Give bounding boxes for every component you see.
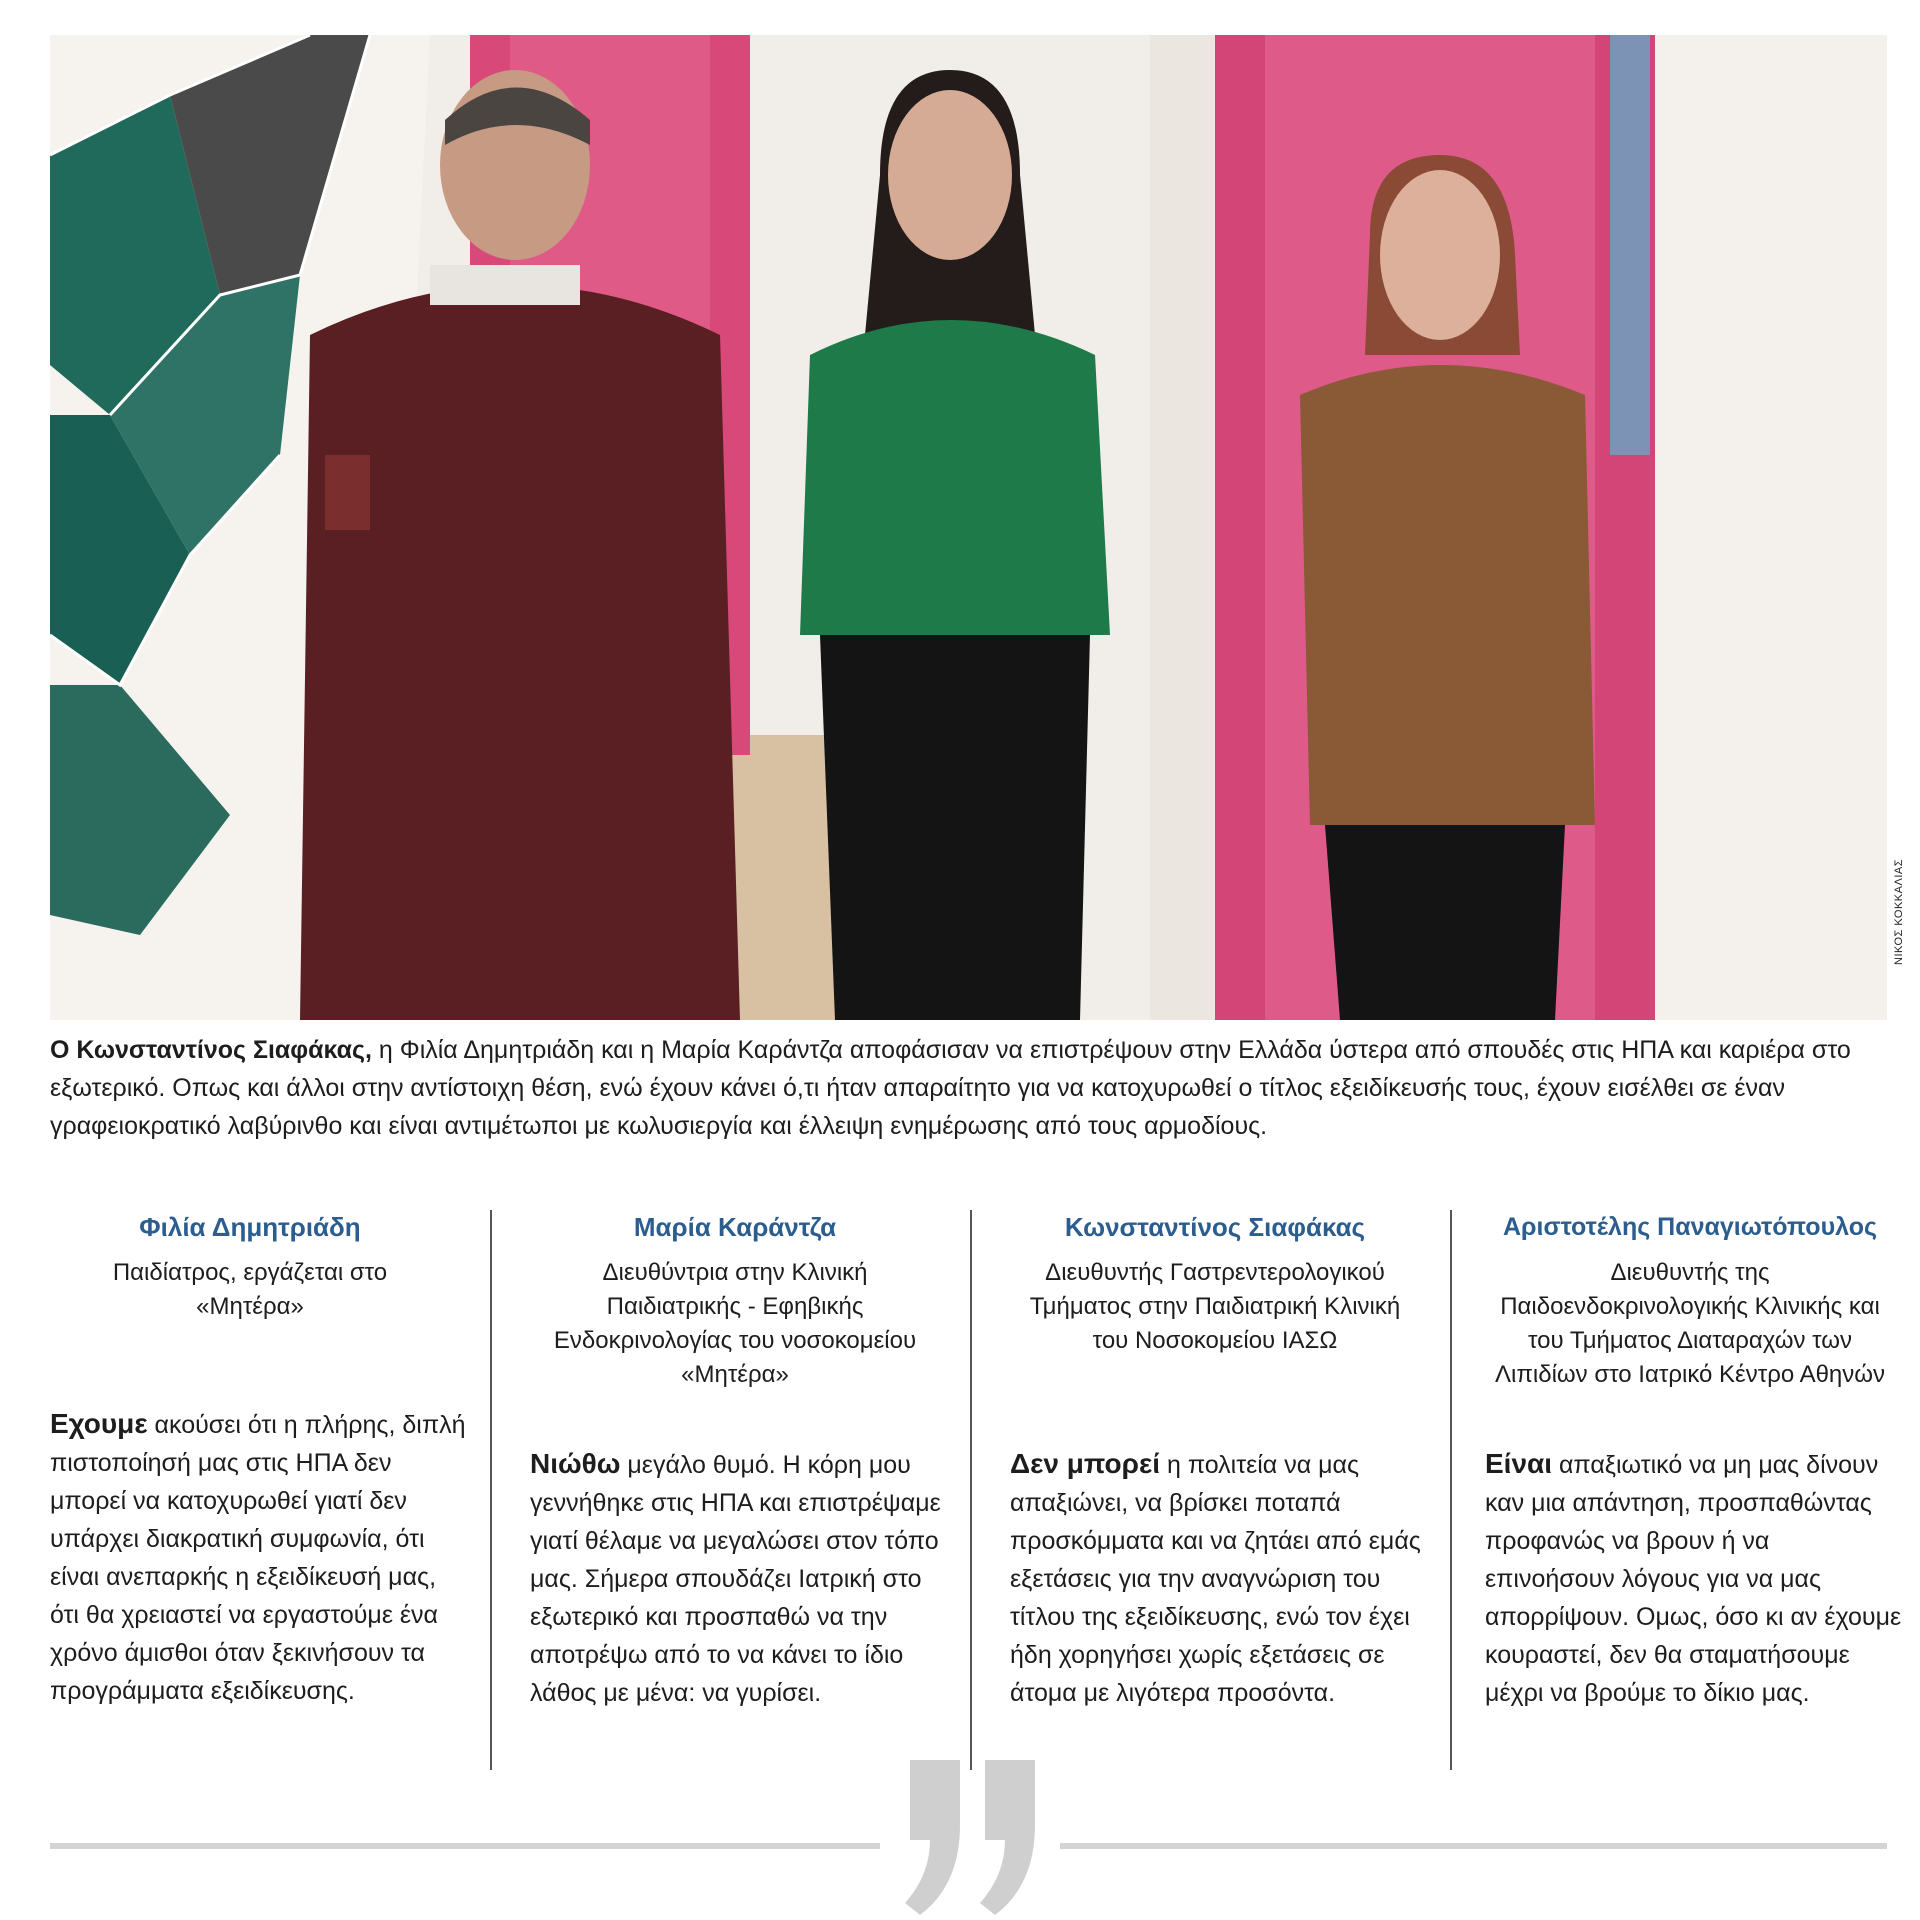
quote-lead: Είναι (1485, 1448, 1553, 1479)
person-name: Μαρία Καράντζα (633, 1212, 837, 1242)
person-role: Διευθύντρια στην Κλινική Παιδιατρικής - Εφηβικής Ενδοκρινολογίας του νοσοκομείου «Μητέρα» (553, 1259, 917, 1388)
person-name: Κωνσταντίνος Σιαφάκας (1064, 1212, 1366, 1242)
column-dimitriadi (30, 1210, 470, 1705)
person-role: Παιδίατρος, εργάζεται στο «Μητέρα» (112, 1259, 388, 1320)
person-quote (530, 1445, 950, 1712)
person-name: Φιλία Δημητριάδη (139, 1212, 361, 1242)
photo-illustration (50, 35, 1887, 1020)
bottom-rule-left (50, 1843, 880, 1849)
person-quote (50, 1405, 470, 1710)
column-karantza (515, 1210, 955, 1707)
person-role: Διευθυντής της Παιδοενδοκρινολογικής Κλινικής και του Τμήματος Διαταραχών των Λιπιδίων στο Ιατρικό Κέντρο Αθηνών (1494, 1259, 1886, 1388)
photo-credit (1887, 858, 1917, 985)
person-quote (1010, 1445, 1430, 1712)
bottom-rule-right (1060, 1843, 1887, 1849)
article-photo (50, 35, 1887, 1020)
quote-lead: Εχουμε (50, 1408, 148, 1439)
column-panagiotopoulos (1470, 1210, 1910, 1707)
quote-text: ακούσει ότι η πλήρης, διπλή πιστοποίησή μας στις ΗΠΑ δεν μπορεί να κατοχυρωθεί γιατί δεν υπάρχει διακρατική συμφωνία, ότι είναι ανεπαρκής η εξειδίκευσή μας, ότι θα χρειαστεί να εργαστούμε ένα χρόνο άμισθοι όταν ξεκινήσουν τα προγράμματα εξειδίκευσης. (50, 1411, 466, 1705)
person-quote (1485, 1445, 1905, 1712)
column-divider (1450, 1210, 1452, 1770)
quote-lead: Νιώθω (530, 1448, 621, 1479)
quote-text: μεγάλο θυμό. Η κόρη μου γεννήθηκε στις ΗΠΑ και επιστρέψαμε γιατί θέλαμε να μεγαλώσει στον τόπο μας. Σήμερα σπουδάζει Ιατρική στο εξωτερικό και προσπαθώ να την αποτρέψω από το να κάνει το ίδιο λάθος με μένα: να γυρίσει. (530, 1451, 941, 1707)
column-divider (970, 1210, 972, 1770)
column-divider (490, 1210, 492, 1770)
quote-text: η πολιτεία να μας απαξιώνει, να βρίσκει ποταπά προσκόμματα και να ζητάει από εμάς εξετάσεις για την αναγνώριση του τίτλου της εξειδίκευσης, ενώ τον έχει ήδη χορηγήσει χωρίς εξετάσεις σε άτομα με λιγότερα προσόντα. (1010, 1451, 1421, 1707)
photo-caption (50, 1031, 1887, 1145)
quote-mark-icon (890, 1755, 1050, 1920)
photo-credit-text: ΝΙΚΟΣ ΚΟΚΚΑΛΙΑΣ (1893, 858, 1905, 965)
person-name: Αριστοτέλης Παναγιωτόπουλος (1503, 1213, 1877, 1241)
column-siafakas (995, 1210, 1435, 1707)
caption-text: η Φιλία Δημητριάδη και η Μαρία Καράντζα αποφάσισαν να επιστρέψουν στην Ελλάδα ύστερα από σπουδές στις ΗΠΑ και καριέρα στο εξωτερικό. Οπως και άλλοι στην αντίστοιχη θέση, ενώ έχουν κάνει ό,τι ήταν απαραίτητο για να κατοχυρωθεί ο τίτλος εξειδίκευσής τους, έχουν εισέλθει σε έναν γραφειοκρατικό λαβύρινθο και είναι αντιμέτωποι με κωλυσιεργία και έλλειψη ενημέρωσης από τους αρμοδίους. (50, 1036, 1851, 1140)
person-role: Διευθυντής Γαστρεντερολογικού Τμήματος στην Παιδιατρική Κλινική του Νοσοκομείου ΙΑΣΩ (1029, 1259, 1401, 1354)
quote-text: απαξιωτικό να μη μας δίνουν καν μια απάντηση, προσπαθώντας προφανώς να βρουν ή να επινοήσουν λόγους για να μας απορρίψουν. Ομως, όσο κι αν έχουμε κουραστεί, δεν θα σταματήσουμε μέχρι να βρούμε το δίκιο μας. (1485, 1451, 1902, 1707)
caption-lead: Ο Κωνσταντίνος Σιαφάκας, (50, 1036, 372, 1064)
quote-lead: Δεν μπορεί (1010, 1448, 1161, 1479)
